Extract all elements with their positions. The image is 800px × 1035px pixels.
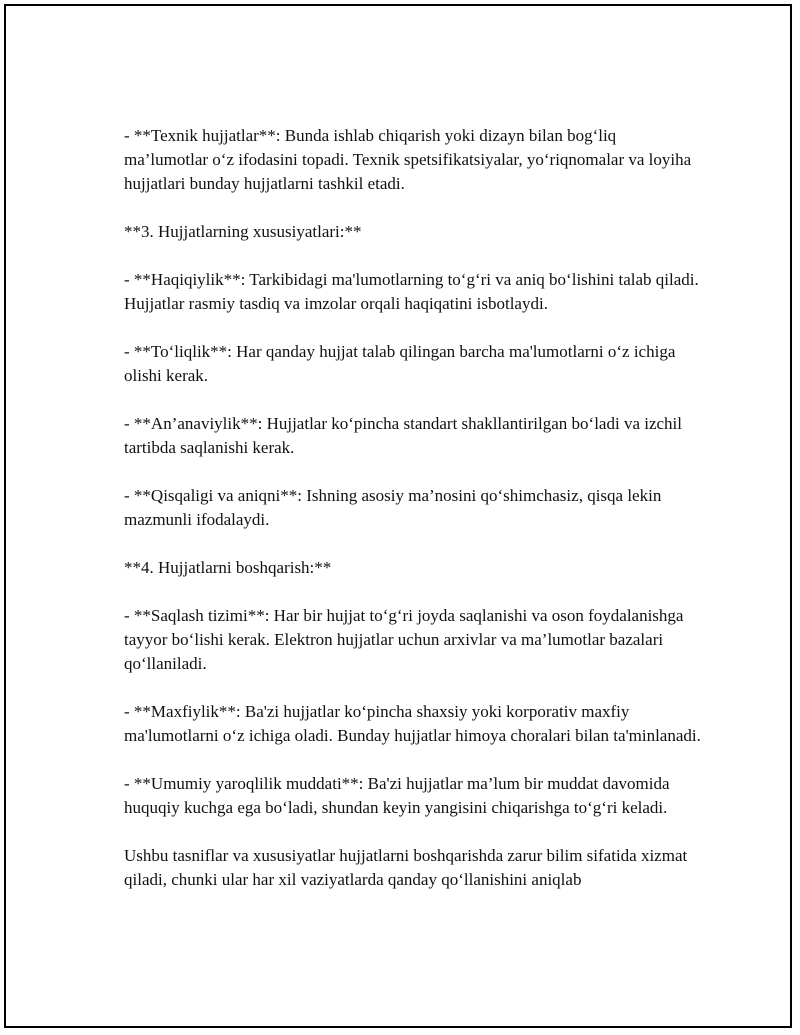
paragraph-toliqlik: - **To‘liqlik**: Har qanday hujjat talab qilingan barcha ma'lumotlarni o‘z ichiga olishi kerak.	[124, 342, 676, 385]
paragraph-saqlash-tizimi: - **Saqlash tizimi**: Har bir hujjat to‘g‘ri joyda saqlanishi va oson foydalanishga tayyor bo‘lishi kerak. Elektron hujjatlar uchun arxivlar va ma’lumotlar bazalari qo‘llaniladi.	[124, 606, 684, 673]
section-heading-xususiyatlari: **3. Hujjatlarning xususiyatlari:**	[124, 222, 362, 241]
paragraph-texnik-hujjatlar: - **Texnik hujjatlar**: Bunda ishlab chiqarish yoki dizayn bilan bog‘liq ma’lumotlar o‘z ifodasini topadi. Texnik spetsifikatsiyalar, yo‘riqnomalar va loyiha hujjatlari bunday hujjatlarni tashkil etadi.	[124, 126, 692, 193]
paragraph-yaroqlilik-muddati: - **Umumiy yaroqlilik muddati**: Ba'zi hujjatlar ma’lum bir muddat davomida huquqiy kuchga ega bo‘ladi, shundan keyin yangisini chiqarishga to‘g‘ri keladi.	[124, 774, 670, 817]
paragraph-ananaviylik: - **An’anaviylik**: Hujjatlar ko‘pincha standart shakllantirilgan bo‘ladi va izchil tartibda saqlanishi kerak.	[124, 414, 683, 457]
paragraph-conclusion: Ushbu tasniflar va xususiyatlar hujjatlarni boshqarishda zarur bilim sifatida xizmat qiladi, chunki ular har xil vaziyatlarda qanday qo‘llanishini aniqlab	[124, 846, 688, 889]
paragraph-haqiqiylik: - **Haqiqiylik**: Tarkibidagi ma'lumotlarning to‘g‘ri va aniq bo‘lishini talab qiladi. Hujjatlar rasmiy tasdiq va imzolar orqali haqiqatini isbotlaydi.	[124, 270, 699, 313]
paragraph-qisqaligi: - **Qisqaligi va aniqni**: Ishning asosiy ma’nosini qo‘shimchasiz, qisqa lekin mazmunli ifodalaydi.	[124, 486, 662, 529]
document-body	[124, 124, 704, 916]
section-heading-boshqarish: **4. Hujjatlarni boshqarish:**	[124, 558, 332, 577]
document-page	[4, 4, 792, 1028]
paragraph-maxfiylik: - **Maxfiylik**: Ba'zi hujjatlar ko‘pincha shaxsiy yoki korporativ maxfiy ma'lumotlarni o‘z ichiga oladi. Bunday hujjatlar himoya choralari bilan ta'minlanadi.	[124, 702, 701, 745]
